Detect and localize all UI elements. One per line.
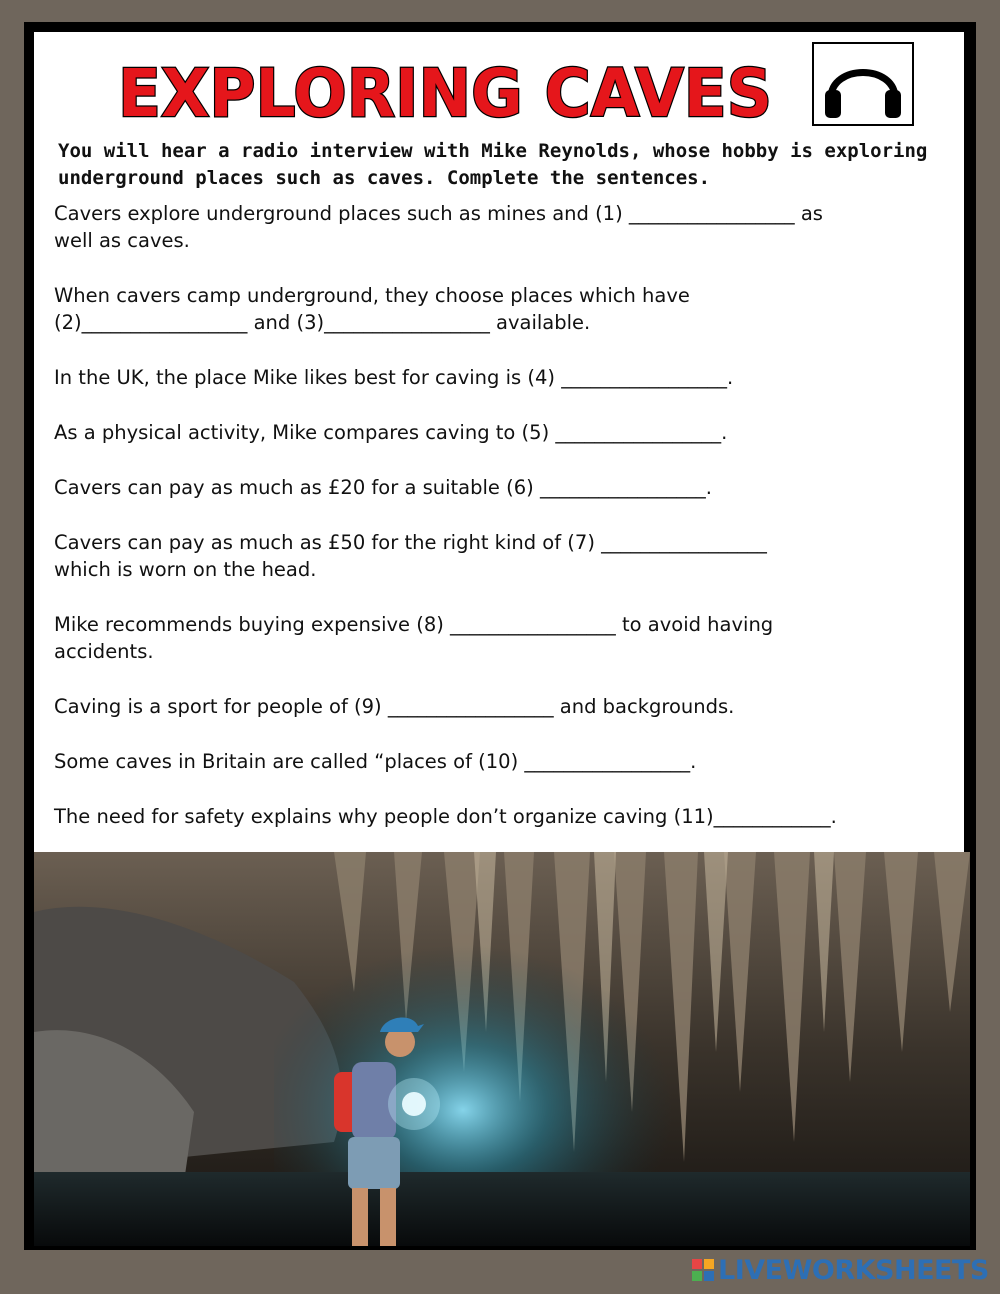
question-10 xyxy=(54,748,946,775)
question-1-line-1: Cavers explore underground places such as mines and (1) _________________ as xyxy=(54,202,823,225)
question-5-line: As a physical activity, Mike compares caving to (5) _________________. xyxy=(54,421,728,444)
question-11 xyxy=(54,803,946,830)
question-9 xyxy=(54,693,946,720)
question-2-line-1: When cavers camp underground, they choose places which have xyxy=(54,284,690,307)
instructions: You will hear a radio interview with Mike Reynolds, whose hobby is exploring underground places such as caves. Complete the sentences. xyxy=(58,140,928,189)
question-6-line: Cavers can pay as much as £20 for a suitable (6) _________________. xyxy=(54,476,712,499)
question-6 xyxy=(54,474,946,501)
question-8-line-2: accidents. xyxy=(54,640,154,663)
question-4-line: In the UK, the place Mike likes best for caving is (4) _________________. xyxy=(54,366,734,389)
question-9-line: Caving is a sport for people of (9) _________________ and backgrounds. xyxy=(54,695,735,718)
question-8-line-1: Mike recommends buying expensive (8) _________________ to avoid having xyxy=(54,613,774,636)
page-title xyxy=(114,36,794,136)
question-2-3 xyxy=(54,282,946,336)
brand-text: LIVEWORKSHEETS xyxy=(718,1254,989,1286)
brand-mark-icon xyxy=(692,1259,714,1281)
question-7-line-1: Cavers can pay as much as £50 for the right kind of (7) _________________ xyxy=(54,531,767,554)
question-7-line-2: which is worn on the head. xyxy=(54,558,317,581)
question-4 xyxy=(54,364,946,391)
question-1-line-2: well as caves. xyxy=(54,229,190,252)
question-8 xyxy=(54,611,946,665)
liveworksheets-logo xyxy=(692,1254,989,1286)
question-5 xyxy=(54,419,946,446)
question-10-line: Some caves in Britain are called “places of (10) _________________. xyxy=(54,750,697,773)
cave-photo xyxy=(34,852,970,1246)
headphones-icon xyxy=(821,50,905,120)
worksheet-paper xyxy=(34,32,964,852)
question-1 xyxy=(54,200,946,254)
question-11-line: The need for safety explains why people don’t organize caving (11)____________. xyxy=(54,805,837,828)
question-7 xyxy=(54,529,946,583)
question-2-line-2: (2)_________________ and (3)_________________ available. xyxy=(54,311,591,334)
title-text: EXPLORING CAVES xyxy=(118,55,772,132)
audio-button[interactable] xyxy=(812,42,914,126)
